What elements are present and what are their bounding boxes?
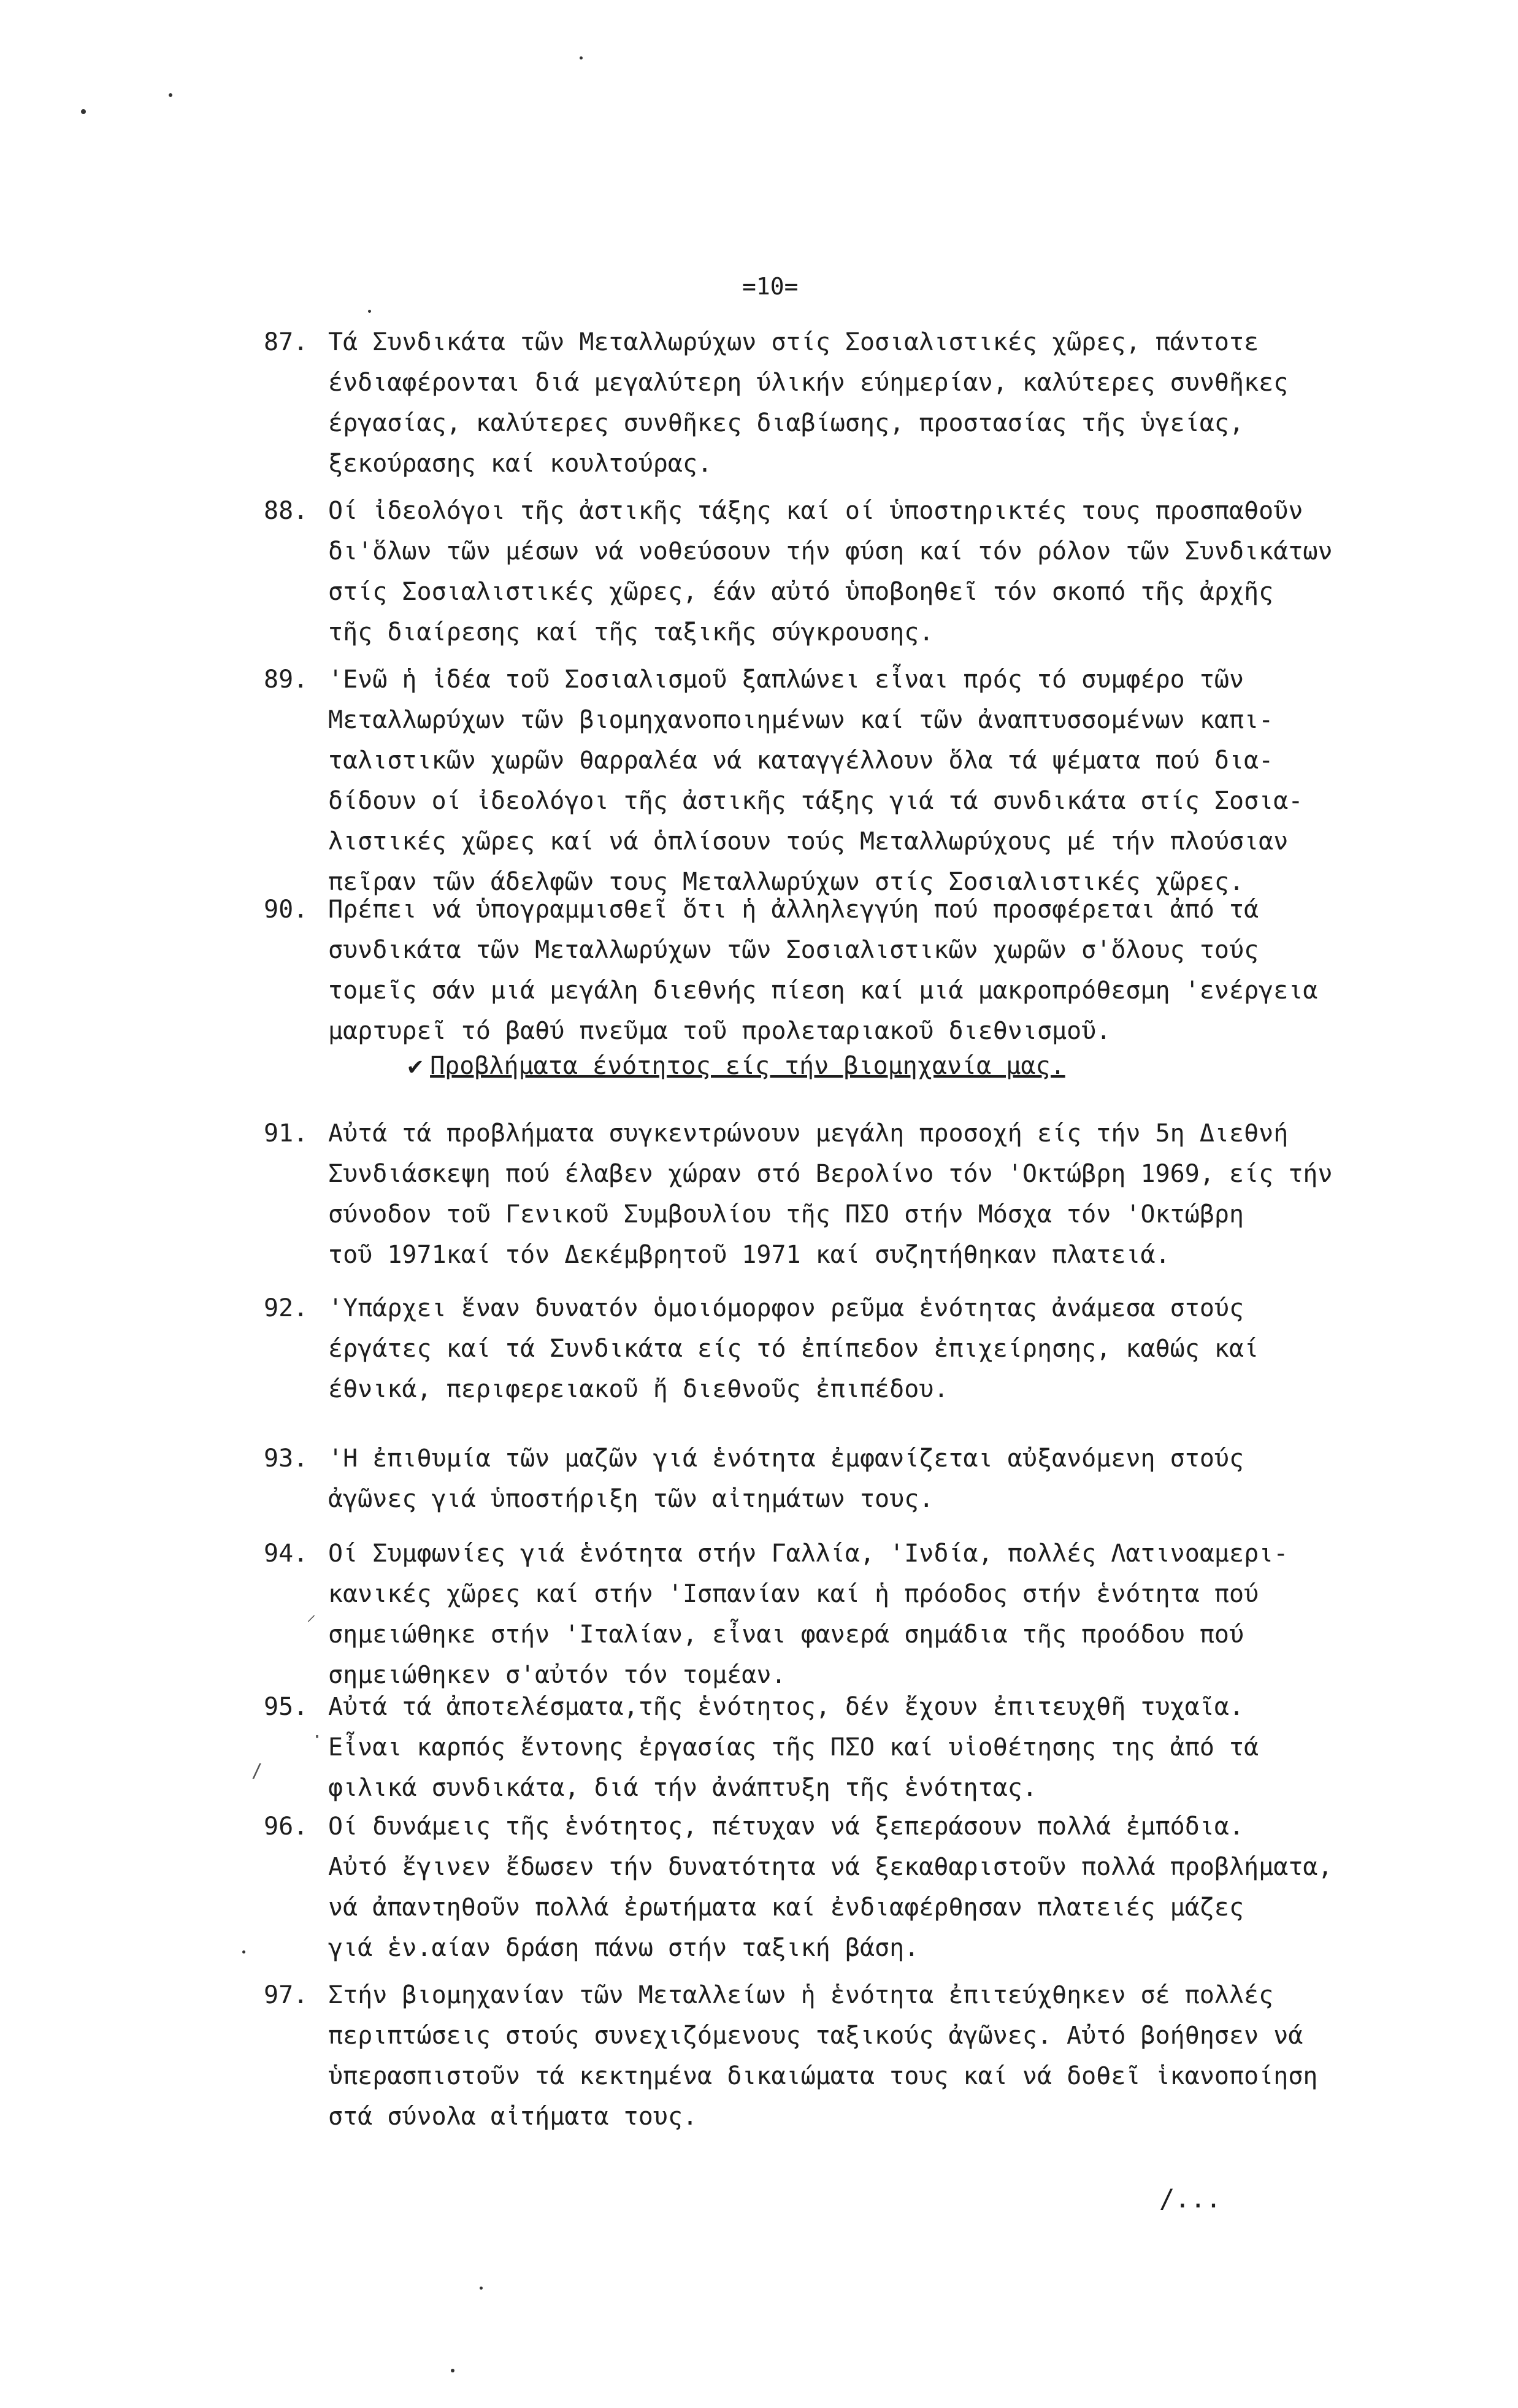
paragraph-line: κανικές χῶρες καί στήν 'Ισπανίαν καί ἡ πρόοδος στήν ἑνότητα πού — [328, 1580, 1259, 1608]
paragraph-number: 97. — [264, 1981, 309, 2009]
paragraph-line: τῆς διαίρεσης καί τῆς ταξικῆς σύγκρουσης. — [328, 618, 934, 646]
paragraph-line: ταλιστικῶν χωρῶν θαρραλέα νά καταγγέλλουν ὅλα τά ψέματα πού δια- — [328, 746, 1274, 775]
paragraph-line: Μεταλλωρύχων τῶν βιομηχανοποιημένων καί τῶν ἀναπτυσσομένων καπι- — [328, 706, 1274, 734]
paragraph-line — [264, 1113, 1380, 1154]
paragraph-89 — [264, 659, 1392, 902]
paragraph-line — [264, 322, 1380, 362]
paragraph-94 — [264, 1533, 1392, 1695]
paragraph-line: ξεκούρασης καί κουλτούρας. — [328, 450, 713, 478]
paragraph-line: σημειώθηκεν σ'αὐτόν τόν τομέαν. — [328, 1661, 786, 1689]
paragraph-line: έργάτες καί τά Συνδικάτα είς τό ἐπίπεδον ἐπιχείρησης, καθώς καί — [328, 1335, 1259, 1363]
paragraph-line: λιστικές χῶρες καί νά ὁπλίσουν τούς Μεταλλωρύχους μέ τήν πλούσιαν — [328, 827, 1289, 856]
paragraph-line — [264, 1438, 1380, 1479]
paragraph-line: μαρτυρεῖ τό βαθύ πνεῦμα τοῦ προλεταριακοῦ διεθνισμοῦ. — [328, 1017, 1111, 1045]
paragraph-line: τοῦ 1971καί τόν Δεκέμβρητοῦ 1971 καί συζητήθηκαν πλατειά. — [328, 1241, 1170, 1269]
paragraph-line: σημειώθηκε στήν 'Ιταλίαν, εἶναι φανερά σημάδια τῆς προόδου πού — [328, 1620, 1244, 1649]
paragraph-90 — [264, 889, 1392, 1051]
paragraph-97 — [264, 1975, 1392, 2137]
paragraph-96 — [264, 1806, 1392, 1968]
paragraph-line — [264, 1687, 1380, 1727]
paragraph-93 — [264, 1438, 1392, 1519]
paragraph-line: έργασίας, καλύτερες συνθῆκες διαβίωσης, προστασίας τῆς ὑγείας, — [328, 409, 1244, 437]
paragraph-number: 89. — [264, 665, 309, 694]
paragraph-line: συνδικάτα τῶν Μεταλλωρύχων τῶν Σοσιαλιστικῶν χωρῶν σ'ὅλους τούς — [328, 936, 1259, 964]
paragraph-number: 91. — [264, 1119, 309, 1148]
paragraph-88 — [264, 491, 1392, 653]
section-heading-text: Προβλήματα ένότητος είς τήν βιομηχανία μας. — [430, 1052, 1065, 1080]
paragraph-line: νά ἀπαντηθοῦν πολλά ἐρωτήματα καί ἐνδιαφέρθησαν πλατειές μάζες — [328, 1893, 1244, 1922]
paragraph-line: δίδουν οί ἰδεολόγοι τῆς ἀστικῆς τάξης γιά τά συνδικάτα στίς Σοσια- — [328, 787, 1303, 815]
paragraph-number: 94. — [264, 1540, 309, 1568]
paragraph-line — [264, 1288, 1380, 1329]
paragraph-text: Στήν βιομηχανίαν τῶν Μεταλλείων ἡ ἑνότητα ἐπιτεύχθηκεν σέ πολλές — [328, 1981, 1274, 2009]
continuation-mark: /... — [1159, 2184, 1222, 2214]
paragraph-number: 95. — [264, 1693, 309, 1721]
paragraph-text: Οί δυνάμεις τῆς ἑνότητος, πέτυχαν νά ξεπεράσουν πολλά ἐμπόδια. — [328, 1812, 1244, 1841]
scan-speck — [169, 93, 172, 97]
paragraph-line: έθνικά, περιφερειακοῦ ἤ διεθνοῦς ἐπιπέδου. — [328, 1375, 949, 1403]
paragraph-91 — [264, 1113, 1392, 1275]
paragraph-text: Πρέπει νά ὑπογραμμισθεῖ ὅτι ἡ ἀλληλεγγύη πού προσφέρεται ἀπό τά — [328, 895, 1259, 924]
paragraph-text: Αὐτά τά προβλήματα συγκεντρώνουν μεγάλη προσοχή είς τήν 5η Διεθνή — [328, 1119, 1289, 1148]
margin-mark: ⸝ — [307, 1604, 316, 1625]
paragraph-92 — [264, 1288, 1392, 1409]
page-number: =10= — [742, 273, 799, 300]
paragraph-line: περιπτώσεις στούς συνεχιζόμενους ταξικούς ἀγῶνες. Αὐτό βοήθησεν νά — [328, 2022, 1303, 2050]
paragraph-95 — [264, 1687, 1392, 1808]
paragraph-number: 90. — [264, 895, 309, 924]
paragraph-number: 88. — [264, 497, 309, 525]
paragraph-line: τομεῖς σάν μιά μεγάλη διεθνής πίεση καί μιά μακροπρόθεσμη 'ενέργεια — [328, 976, 1318, 1005]
scan-speck — [368, 310, 371, 313]
paragraph-number: 92. — [264, 1294, 309, 1322]
paragraph-line: Αὐτό ἔγινεν ἔδωσεν τήν δυνατότητα νά ξεκαθαριστοῦν πολλά προβλήματα, — [328, 1853, 1333, 1881]
paragraph-line — [264, 889, 1380, 930]
paragraph-line: Εἶναι καρπός ἔντονης ἐργασίας τῆς ΠΣΟ καί υἱοθέτησης της ἀπό τά — [328, 1733, 1259, 1762]
paragraph-line: στίς Σοσιαλιστικές χῶρες, έάν αὐτό ὑποβοηθεῖ τόν σκοπό τῆς ἀρχῆς — [328, 578, 1274, 606]
paragraph-text: Οί Συμφωνίες γιά ἑνότητα στήν Γαλλία, 'Ινδία, πολλές Λατινοαμερι- — [328, 1540, 1289, 1568]
paragraph-text: 'Υπάρχει ἕναν δυνατόν ὁμοιόμορφον ρεῦμα ἑνότητας ἀνάμεσα στούς — [328, 1294, 1244, 1322]
paragraph-line: δι'ὅλων τῶν μέσων νά νοθεύσουν τήν φύση καί τόν ρόλον τῶν Συνδικάτων — [328, 537, 1333, 566]
paragraph-line: σύνοδον τοῦ Γενικοῦ Συμβουλίου τῆς ΠΣΟ στήν Μόσχα τόν 'Οκτώβρη — [328, 1200, 1244, 1229]
scan-speck — [81, 109, 86, 114]
paragraph-line — [264, 1806, 1380, 1847]
paragraph-line: πεῖραν τῶν άδελφῶν τους Μεταλλωρύχων στίς Σοσιαλιστικές χῶρες. — [328, 868, 1244, 896]
paragraph-87 — [264, 322, 1392, 484]
scan-speck — [242, 1950, 245, 1954]
paragraph-text: 'Ενῶ ἡ ἰδέα τοῦ Σοσιαλισμοῦ ξαπλώνει εἶναι πρός τό συμφέρο τῶν — [328, 665, 1244, 694]
paragraph-text: 'Η ἐπιθυμία τῶν μαζῶν γιά ἑνότητα ἐμφανίζεται αὐξανόμενη στούς — [328, 1444, 1244, 1473]
paragraph-line: στά σύνολα αἰτήματα τους. — [328, 2103, 698, 2131]
section-heading — [408, 1052, 1065, 1080]
paragraph-line: Συνδιάσκεψη πού έλαβεν χώραν στό Βερολίνο τόν 'Οκτώβρη 1969, είς τήν — [328, 1160, 1333, 1188]
paragraph-line: φιλικά συνδικάτα, διά τήν ἀνάπτυξη τῆς ἑνότητας. — [328, 1774, 1037, 1802]
paragraph-line — [264, 491, 1380, 531]
scan-speck — [451, 2369, 454, 2372]
paragraph-number: 96. — [264, 1812, 309, 1841]
paragraph-text: Τά Συνδικάτα τῶν Μεταλλωρύχων στίς Σοσιαλιστικές χῶρες, πάντοτε — [328, 328, 1259, 356]
paragraph-line — [264, 659, 1380, 700]
paragraph-line — [264, 1975, 1380, 2015]
paragraph-line: ένδιαφέρονται διά μεγαλύτερη ύλικήν εύημερίαν, καλύτερες συνθῆκες — [328, 369, 1289, 397]
paragraph-line — [264, 1533, 1380, 1574]
margin-mark: / — [251, 1760, 263, 1782]
paragraph-number: 87. — [264, 328, 309, 356]
paragraph-text: Οί ἰδεολόγοι τῆς ἀστικῆς τάξης καί οί ὑποστηρικτές τους προσπαθοῦν — [328, 497, 1303, 525]
checkmark-icon: ✔ — [408, 1052, 423, 1080]
margin-mark: · — [312, 1727, 323, 1748]
scan-speck — [480, 2287, 483, 2290]
scan-speck — [580, 56, 583, 59]
paragraph-number: 93. — [264, 1444, 309, 1473]
paragraph-text: Αὐτά τά ἀποτελέσματα,τῆς ἑνότητος, δέν ἔχουν ἐπιτευχθῆ τυχαῖα. — [328, 1693, 1244, 1721]
paragraph-line: ἀγῶνες γιά ὑποστήριξη τῶν αἰτημάτων τους. — [328, 1485, 934, 1513]
paragraph-line: ὑπερασπιστοῦν τά κεκτημένα δικαιώματα τους καί νά δοθεῖ ἱκανοποίηση — [328, 2062, 1318, 2090]
paragraph-line: γιά ἑν.αίαν δράση πάνω στήν ταξική βάση. — [328, 1934, 919, 1962]
